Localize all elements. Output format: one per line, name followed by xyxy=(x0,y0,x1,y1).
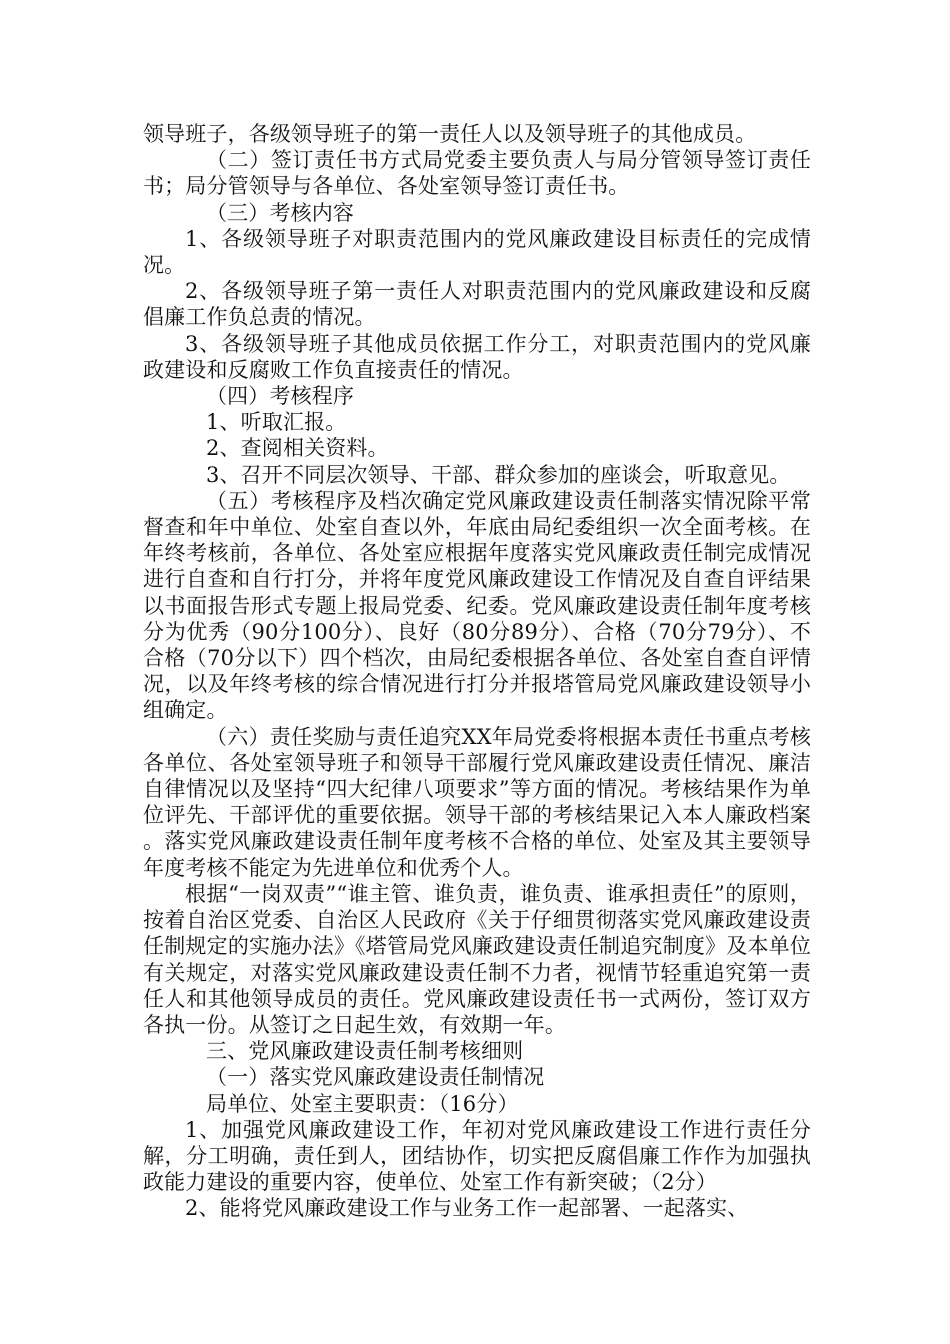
document-body xyxy=(143,121,811,1222)
section-heading: （四）考核程序 xyxy=(206,384,355,409)
list-item: 2、查阅相关资料。 xyxy=(206,436,389,461)
section-heading: （一）落实党风廉政建设责任制情况 xyxy=(206,1065,545,1090)
section-heading: （三）考核内容 xyxy=(206,200,355,225)
paragraph: （五）考核程序及档次确定党风廉政建设责任制落实情况除平常督查和年中单位、处室自查以外，年底由局纪委组织一次全面考核。在年终考核前，各单位、各处室应根据年度落实党风廉政责任制完成情况进行自查和自行打分，并将年度党风廉政建设工作情况及自查自评结果以书面报告形式专题上报局党委、纪委。党风廉政建设责任制年度考核分为优秀（90分100分）、良好（80分89分）、合格（70分79分）、不合格（70分以下）四个档次，由局纪委根据各单位、各处室自查自评情况，以及年终考核的综合情况进行打分并报塔管局党风廉政建设领导小组确定。 xyxy=(143,488,811,723)
paragraph: 2、各级领导班子第一责任人对职责范围内的党风廉政建设和反腐倡廉工作负总责的情况。 xyxy=(143,279,811,330)
list-item: 1、听取汇报。 xyxy=(206,410,347,435)
paragraph: 根据“一岗双责”“谁主管、谁负责，谁负责、谁承担责任”的原则，按着自治区党委、自治区人民政府《关于仔细贯彻落实党风廉政建设责任制规定的实施办法》《塔管局党风廉政建设责任制追究制度》及本单位有关规定，对落实党风廉政建设责任制不力者，视情节轻重追究第一责任人和其他领导成员的责任。党风廉政建设责任书一式两份，签订双方各执一份。从签订之日起生效，有效期一年。 xyxy=(143,881,811,1037)
paragraph: （六）责任奖励与责任追究XX年局党委将根据本责任书重点考核各单位、各处室领导班子和领导干部履行党风廉政建设责任情况、廉洁自律情况以及坚持“四大纪律八项要求”等方面的情况。考核结果作为单位评先、干部评优的重要依据。领导干部的考核结果记入本人廉政档案。落实党风廉政建设责任制年度考核不合格的单位、处室及其主要领导年度考核不能定为先进单位和优秀个人。 xyxy=(143,724,811,880)
list-item: 2、能将党风廉政建设工作与业务工作一起部署、一起落实、 xyxy=(185,1196,749,1221)
paragraph: 局单位、处室主要职责：（16分） xyxy=(206,1091,519,1116)
paragraph: 领导班子，各级领导班子的第一责任人以及领导班子的其他成员。 xyxy=(143,122,757,146)
paragraph: 1、各级领导班子对职责范围内的党风廉政建设目标责任的完成情况。 xyxy=(143,226,811,278)
list-item: 3、召开不同层次领导、干部、群众参加的座谈会，听取意见。 xyxy=(206,462,791,487)
paragraph: 3、各级领导班子其他成员依据工作分工，对职责范围内的党风廉政建设和反腐败工作负直接责任的情况。 xyxy=(143,331,811,382)
paragraph: （二）签订责任书方式局党委主要负责人与局分管领导签订责任书；局分管领导与各单位、各处室领导签订责任书。 xyxy=(143,148,811,199)
list-item: 1、加强党风廉政建设工作，年初对党风廉政建设工作进行责任分解，分工明确，责任到人，团结协作，切实把反腐倡廉工作作为加强执政能力建设的重要内容，使单位、处室工作有新突破；（2分） xyxy=(143,1117,811,1195)
section-heading: 三、党风廉政建设责任制考核细则 xyxy=(206,1039,524,1064)
